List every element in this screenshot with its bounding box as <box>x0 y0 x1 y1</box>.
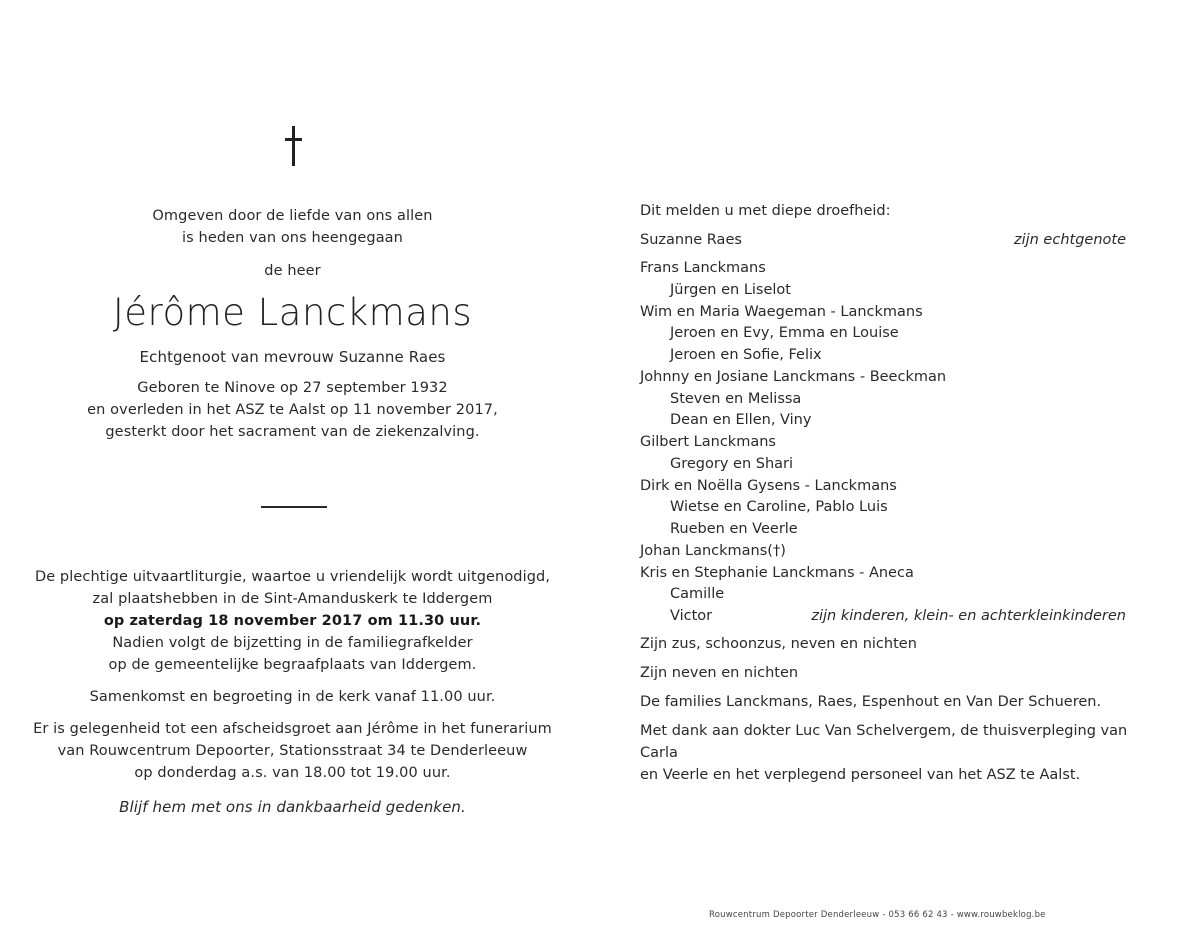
child-entry <box>640 540 1126 562</box>
grandchildren-entry <box>640 605 1126 627</box>
grandchildren-entry <box>640 409 1126 431</box>
deceased-name: Jérôme Lanckmans <box>112 291 473 334</box>
family-member-name: Dean en Ellen, Viny <box>670 412 812 429</box>
funeral-info <box>20 566 565 676</box>
child-entry <box>640 431 1126 453</box>
grandchildren-entry <box>640 496 1126 518</box>
family-member-name: Gilbert Lanckmans <box>640 434 776 450</box>
gathering-info: Samenkomst en begroeting in de kerk vanaf 11.00 uur. <box>89 689 496 705</box>
burial-line: Nadien volgt de bijzetting in de familiegrafkelder <box>112 635 473 651</box>
spouse-entry <box>640 229 1126 251</box>
family-member-name: Wietse en Caroline, Pablo Luis <box>670 499 888 516</box>
sacrament-line: gesterkt door het sacrament van de ziekenzalving. <box>105 424 480 440</box>
title-prefix: de heer <box>264 263 321 279</box>
child-entry <box>640 257 1126 279</box>
heading-text: Dit melden u met diepe droefheid: <box>640 203 891 219</box>
footer-credit: Rouwcentrum Depoorter Denderleeuw - 053 66 62 43 - www.rouwbeklog.be <box>709 910 1046 920</box>
birth-death-info <box>20 377 565 443</box>
thanks-text <box>640 720 1140 786</box>
child-entry <box>640 301 1126 323</box>
family-member-name: Johnny en Josiane Lanckmans - Beeckman <box>640 368 947 385</box>
spouse-line: Echtgenoot van mevrouw Suzanne Raes <box>139 348 446 366</box>
grandchildren-entry <box>640 388 1126 410</box>
grandchildren-entry <box>640 453 1126 475</box>
burial-line: op de gemeentelijke begraafplaats van Iddergem. <box>108 657 477 673</box>
intro-line: is heden van ons heengegaan <box>182 230 403 246</box>
mourners-heading <box>640 200 1126 222</box>
grandchildren-entry <box>640 344 1126 366</box>
thanks-line: Met dank aan dokter Luc Van Schelvergem, de thuisverpleging van Carla <box>640 723 1128 761</box>
children-role: zijn kinderen, klein- en achterkleinkinderen <box>811 608 1126 624</box>
child-entry <box>640 562 1126 584</box>
child-entry <box>640 366 1126 388</box>
family-member-name: Johan Lanckmans(†) <box>640 542 786 559</box>
family-member-name: Frans Lanckmans <box>640 260 766 276</box>
family-member-name: Jürgen en Liselot <box>670 281 791 298</box>
grandchildren-entry <box>640 279 1126 301</box>
divider <box>261 506 327 508</box>
closing-line: Blijf hem met ons in dankbaarheid gedenken. <box>119 798 466 816</box>
family-member-name: Jeroen en Sofie, Felix <box>670 347 822 363</box>
intro-text <box>20 205 565 249</box>
farewell-line: op donderdag a.s. van 18.00 tot 19.00 uur. <box>134 765 451 781</box>
born-line: Geboren te Ninove op 27 september 1932 <box>137 380 448 396</box>
funeral-date: op zaterdag 18 november 2017 om 11.30 uur. <box>103 613 482 629</box>
grandchildren-entry <box>640 583 1126 605</box>
family-member-name: Gregory en Shari <box>670 455 794 472</box>
intro-line: Omgeven door de liefde van ons allen <box>152 208 433 224</box>
family-member-name: Steven en Melissa <box>670 390 802 407</box>
grandchildren-entry <box>640 518 1126 540</box>
family-member-name: Rueben en Veerle <box>670 521 798 537</box>
family-member-name: Jeroen en Evy, Emma en Louise <box>670 325 899 342</box>
family-member-name: Victor <box>670 608 713 624</box>
families-line: De families Lanckmans, Raes, Espenhout en Van Der Schueren. <box>640 694 1102 710</box>
family-member-name: Dirk en Noëlla Gysens - Lanckmans <box>640 477 897 494</box>
spouse-role: zijn echtgenote <box>1013 232 1126 248</box>
siblings-line: Zijn zus, schoonzus, neven en nichten <box>640 636 917 652</box>
farewell-info <box>20 718 565 784</box>
death-line: en overleden in het ASZ te Aalst op 11 november 2017, <box>87 402 498 418</box>
funeral-line: zal plaatshebben in de Sint-Amanduskerk te Iddergem <box>92 591 493 607</box>
farewell-line: Er is gelegenheid tot een afscheidsgroet aan Jérôme in het funerarium <box>33 721 552 737</box>
farewell-line: van Rouwcentrum Depoorter, Stationsstraat 34 te Denderleeuw <box>57 743 528 759</box>
family-member-name: Camille <box>670 586 725 603</box>
child-entry <box>640 475 1126 497</box>
family-member-name: Kris en Stephanie Lanckmans - Aneca <box>640 564 914 581</box>
grandchildren-entry <box>640 322 1126 344</box>
funeral-line: De plechtige uitvaartliturgie, waartoe u vriendelijk wordt uitgenodigd, <box>34 569 551 585</box>
thanks-line: en Veerle en het verplegend personeel van het ASZ te Aalst. <box>640 767 1081 783</box>
spouse-name: Suzanne Raes <box>640 232 742 248</box>
cousins-line: Zijn neven en nichten <box>640 665 799 681</box>
family-member-name: Wim en Maria Waegeman - Lanckmans <box>640 303 923 320</box>
cross-icon <box>283 126 303 168</box>
